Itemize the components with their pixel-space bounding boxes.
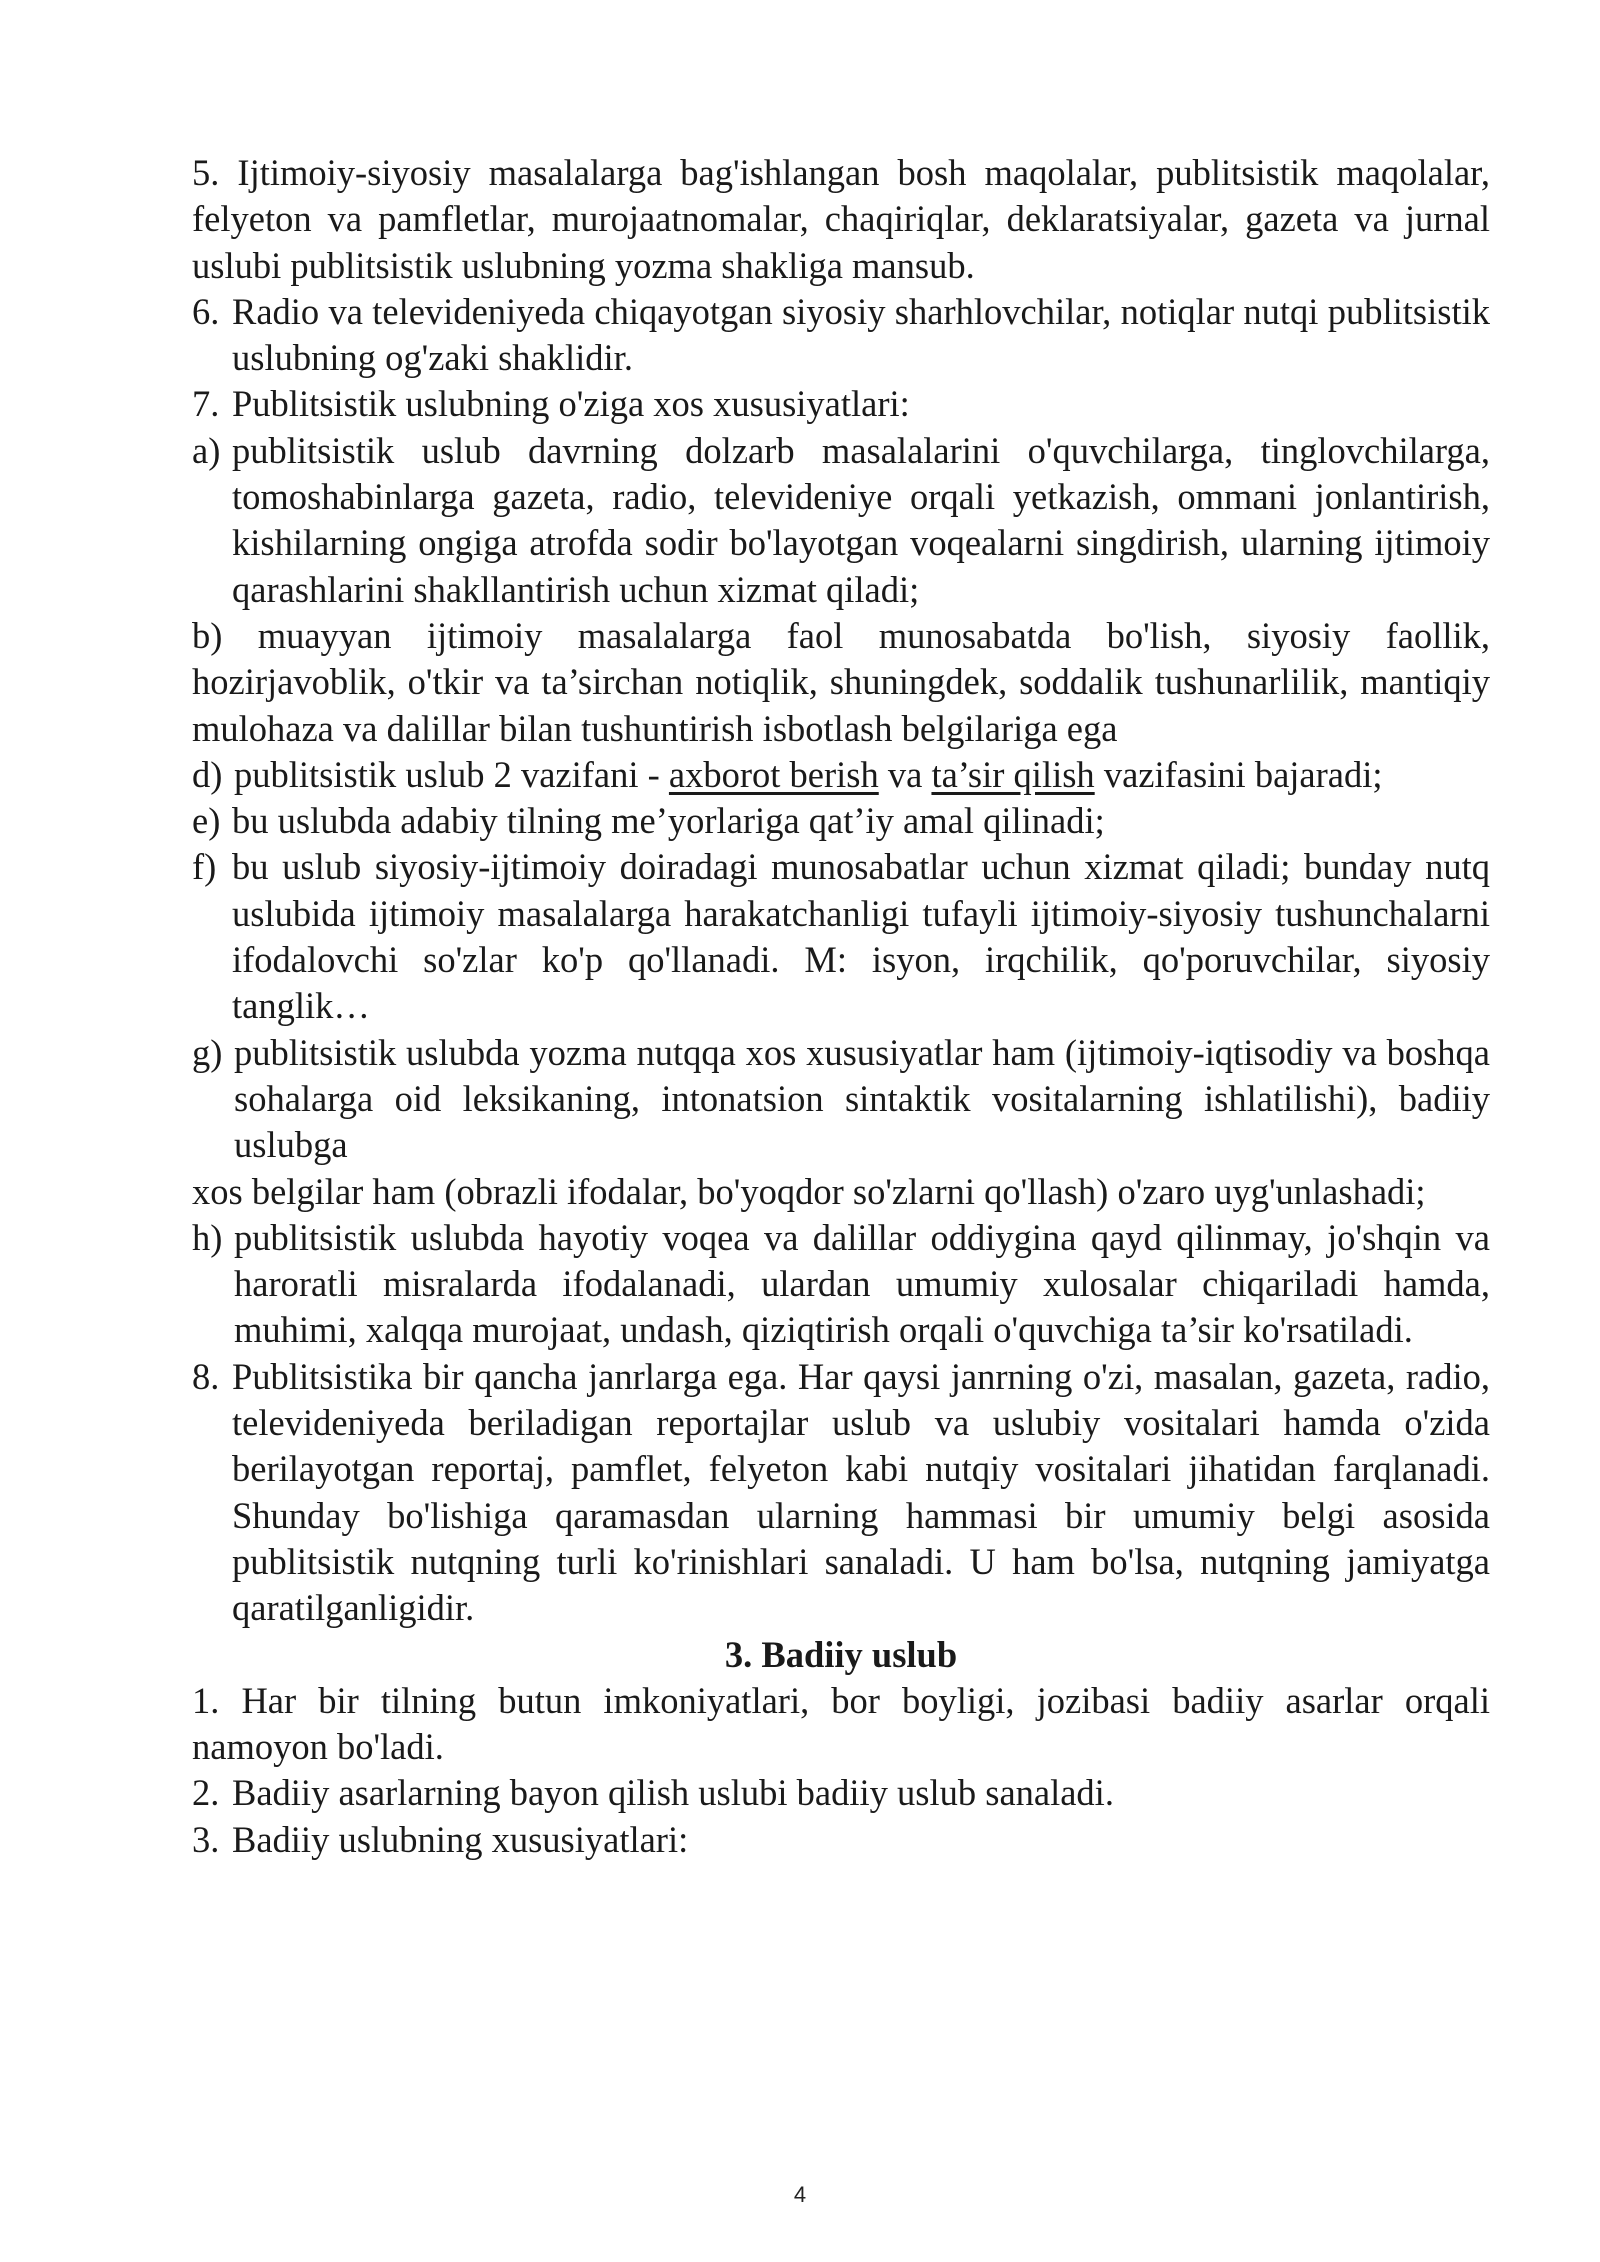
list-item-8 xyxy=(192,1354,1490,1632)
underlined-term-tasir: ta’sir qilish xyxy=(931,753,1095,795)
paragraph-5: 5. Ijtimoiy-siyosiy masalalarga bag'ishlangan bosh maqolalar, publitsistik maqolalar, felyeton va pamfletlar, murojaatnomalar, chaqiriqlar, deklaratsiyalar, gazeta va jurnal uslubi publitsistik uslubning yozma shakliga mansub. xyxy=(192,152,1490,286)
item-text: Radio va televideniyeda chiqayotgan siyosiy sharhlovchilar, notiqlar nutqi publitsistik uslubning og'zaki shaklidir. xyxy=(232,290,1490,379)
page-number: 4 xyxy=(793,2182,807,2207)
section-heading: 3. Badiiy uslub xyxy=(724,1633,958,1675)
list-item-e xyxy=(192,798,1490,844)
item-text: bu uslubda adabiy tilning me’yorlariga qat’iy amal qilinadi; xyxy=(232,800,1105,842)
item-label: f) xyxy=(192,846,217,888)
list-item-b: b) muayyan ijtimoiy masalalarga faol munosabatda bo'lish, siyosiy faollik, hozirjavoblik, o'tkir va ta’sirchan notiqlik, shuningdek, soddalik tushunarlilik, mantiqiy mulohaza va dalillar bilan tushuntirish isbotlash belgilariga ega xyxy=(192,614,1490,749)
list-item-7 xyxy=(192,381,1490,427)
document-body xyxy=(192,150,1490,1863)
text-segment: va xyxy=(878,753,932,795)
item-text: Publitsistika bir qancha janrlarga ega. Har qaysi janrning o'zi, masalan, gazeta, radio, televideniyeda beriladigan reportajlar uslub va uslubiy vositalari hamda o'zida berilayotgan reportaj, pamflet, felyeton kabi nutqiy vositalari jihatidan farqlanadi. Shunday bo'lishiga qaramasdan ularning hammasi bir umumiy belgi asosida publitsistik nutqning turli ko'rinishlari sanaladi. U ham bo'lsa, nutqning jamiyatga qaratilganligidir. xyxy=(232,1355,1490,1629)
list-item-6 xyxy=(192,289,1490,382)
section-item-3 xyxy=(192,1817,1490,1863)
list-item-g xyxy=(192,1030,1490,1169)
item-text: bu uslub siyosiy-ijtimoiy doiradagi munosabatlar uchun xizmat qiladi; bunday nutq uslubida ijtimoiy masalalarga harakatchanligi tufayli ijtimoiy-siyosiy tushunchalarni ifodalovchi so'zlar ko'p qo'llanadi. M: isyon, irqchilik, qo'poruvchilar, siyosiy tanglik… xyxy=(232,846,1490,1027)
item-label: a) xyxy=(192,429,221,471)
item-text: publitsistik uslubda hayotiy voqea va dalillar oddiygina qayd qilinmay, jo'shqin va haroratli misralarda ifodalanadi, ulardan umumiy xulosalar chiqariladi hamda, muhimi, xalqqa murojaat, undash, qiziqtirish orqali o'quvchiga ta’sir ko'rsatiladi. xyxy=(234,1216,1490,1351)
item-text: publitsistik uslubda yozma nutqqa xos xususiyatlar ham (ijtimoiy-iqtisodiy va boshqa sohalarga oid leksikaning, intonatsion sintaktik vositalarning ishlatilishi), badiiy uslubga xyxy=(234,1031,1490,1166)
list-item-a xyxy=(192,428,1490,613)
item-label: 2. xyxy=(192,1772,220,1814)
list-item-h xyxy=(192,1215,1490,1354)
underlined-term-axborot: axborot berish xyxy=(668,753,879,795)
item-text: Publitsistik uslubning o'ziga xos xususiyatlari: xyxy=(232,383,910,425)
item-text xyxy=(234,752,1490,798)
item-label: 8. xyxy=(192,1355,220,1397)
text-segment: publitsistik uslub 2 vazifani - xyxy=(234,753,669,795)
list-item-g-continued: xos belgilar ham (obrazli ifodalar, bo'yoqdor so'zlarni qo'llash) o'zaro uyg'unlashadi; xyxy=(192,1170,1426,1212)
item-label: d) xyxy=(192,753,223,795)
item-text: Badiiy uslubning xususiyatlari: xyxy=(232,1818,689,1860)
section-item-1: 1. Har bir tilning butun imkoniyatlari, bor boyligi, jozibasi badiiy asarlar orqali namoyon bo'ladi. xyxy=(192,1679,1490,1768)
item-label: e) xyxy=(192,800,221,842)
item-label: h) xyxy=(192,1216,223,1258)
item-label: 7. xyxy=(192,383,220,425)
list-item-f xyxy=(192,844,1490,1029)
list-item-d xyxy=(192,752,1490,798)
item-label: g) xyxy=(192,1031,223,1073)
section-item-2 xyxy=(192,1770,1490,1816)
item-text: publitsistik uslub davrning dolzarb masalalarini o'quvchilarga, tinglovchilarga, tomoshabinlarga gazeta, radio, televideniye orqali yetkazish, ommani jonlantirish, kishilarning ongiga atrofda sodir bo'layotgan voqealarni singdirish, ularning ijtimoiy qarashlarini shakllantirish uchun xizmat qiladi; xyxy=(232,429,1490,610)
text-segment: vazifasini bajaradi; xyxy=(1094,753,1383,795)
item-text: Badiiy asarlarning bayon qilish uslubi badiiy uslub sanaladi. xyxy=(232,1772,1114,1814)
item-label: 6. xyxy=(192,290,220,332)
item-label: 3. xyxy=(192,1818,220,1860)
